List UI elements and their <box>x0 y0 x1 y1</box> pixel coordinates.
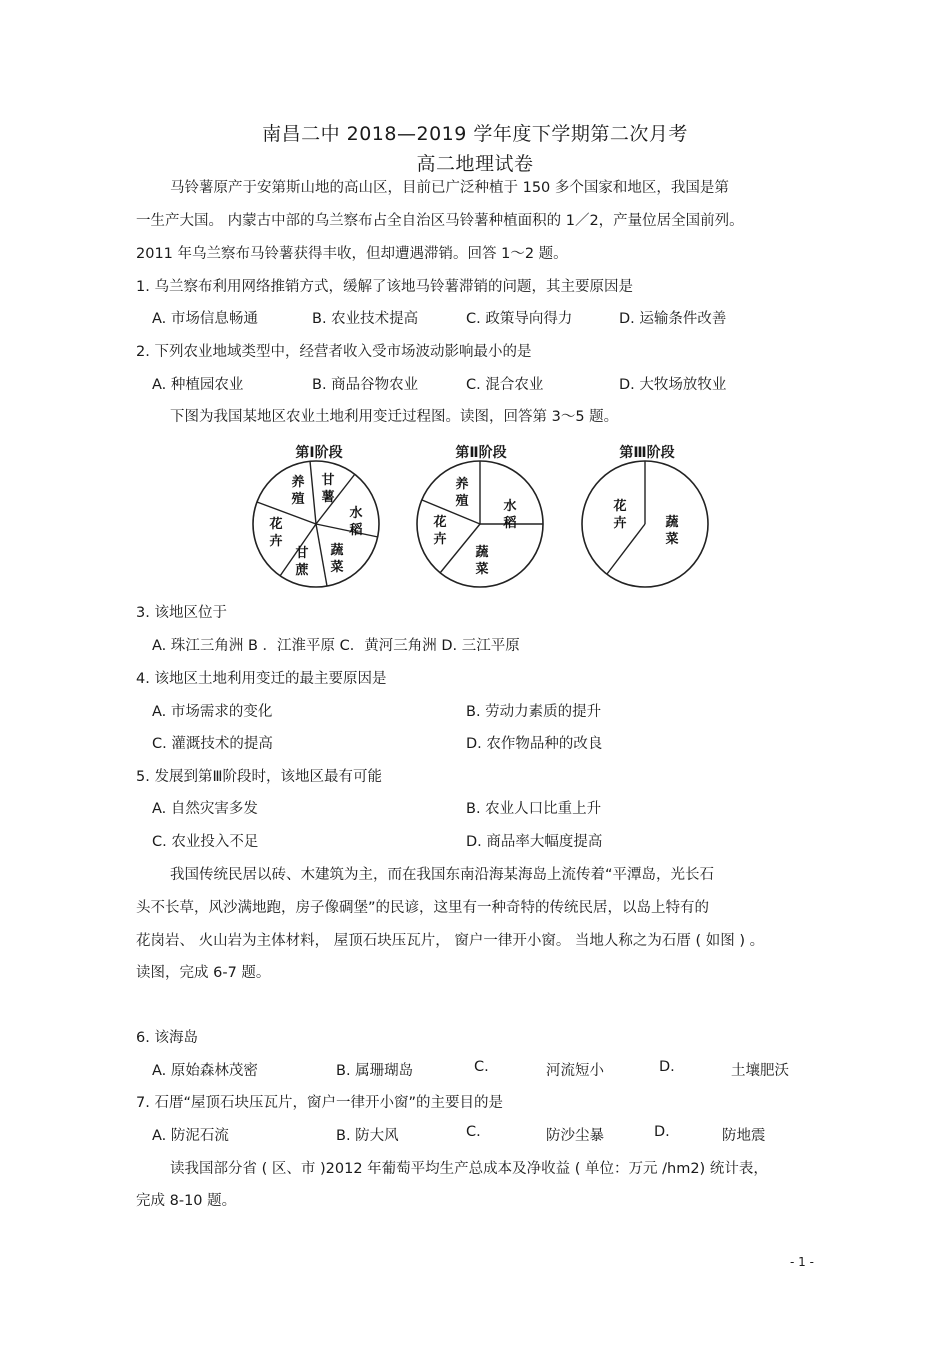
exam-title: 南昌二中 2018—2019 学年度下学期第二次月考 <box>262 123 688 145</box>
stage-1-label-shuidao-b: 稻 <box>349 523 363 538</box>
stage-3-label-huahui-b: 卉 <box>613 516 627 531</box>
q7-option-c-text: 防沙尘暴 <box>546 1128 604 1144</box>
q2-option-a: A. 种植园农业 <box>152 377 244 393</box>
stage-1-label-shuidao-a: 水 <box>349 506 363 521</box>
q7-option-d-letter: D. <box>654 1124 670 1140</box>
q1-option-a: A. 市场信息畅通 <box>152 311 258 327</box>
q1-option-d: D. 运输条件改善 <box>619 311 727 327</box>
passage3-line1: 我国传统民居以砖、木建筑为主，而在我国东南沿海某海岛上流传着“平潭岛，光长石 <box>170 867 715 883</box>
question-4-stem: 4. 该地区土地利用变迁的最主要原因是 <box>136 671 387 687</box>
stage-2-label-shuidao-b: 稻 <box>503 516 517 531</box>
stage-1-label-shucai-a: 蔬 <box>330 543 344 558</box>
q5-option-b: B. 农业人口比重上升 <box>466 801 602 817</box>
stage-3-label-shucai-a: 蔬 <box>665 515 679 530</box>
passage1-line3: 2011 年乌兰察布马铃薯获得丰收，但却遭遇滞销。回答 1～2 题。 <box>136 246 568 262</box>
stage-3-pie <box>582 461 708 587</box>
q2-option-d: D. 大牧场放牧业 <box>619 377 727 393</box>
q7-option-b: B. 防大风 <box>336 1128 399 1144</box>
stage-2-label-shucai-b: 菜 <box>475 562 489 577</box>
stage-1-label-ganzhe-b: 蔗 <box>295 563 309 578</box>
stage-1-pie <box>253 461 379 587</box>
stage-1-label-huahui-a: 花 <box>269 517 283 532</box>
stage-1-label-huahui-b: 卉 <box>269 534 283 549</box>
q2-option-c: C. 混合农业 <box>466 377 544 393</box>
question-7-stem: 7. 石厝“屋顶石块压瓦片，窗户一律开小窗”的主要目的是 <box>136 1095 503 1111</box>
q4-option-d: D. 农作物品种的改良 <box>466 736 603 752</box>
q6-option-c-letter: C. <box>474 1059 489 1075</box>
passage1-line1: 马铃薯原产于安第斯山地的高山区，目前已广泛种植于 150 多个国家和地区，我国是第 <box>170 180 729 196</box>
question-2-stem: 2. 下列农业地域类型中，经营者收入受市场波动影响最小的是 <box>136 344 532 360</box>
q4-option-b: B. 劳动力素质的提升 <box>466 704 602 720</box>
passage3-line3: 花岗岩、 火山岩为主体材料， 屋顶石块压瓦片， 窗户一律开小窗。 当地人称之为石厝 ( 如图 ) 。 <box>136 933 765 949</box>
q3-options: A. 珠江三角洲 B ．江淮平原 C．黄河三角洲 D. 三江平原 <box>152 638 520 654</box>
passage4-line1: 读我国部分省 ( 区、市 )2012 年葡萄平均生产总成本及净收益 ( 单位：万元 /hm2) 统计表， <box>170 1161 768 1177</box>
passage4-line2: 完成 8-10 题。 <box>136 1193 237 1209</box>
stage-1-label-yangzhi-b: 殖 <box>291 492 305 507</box>
passage3-line2: 头不长草，风沙满地跑，房子像碉堡”的民谚，这里有一种奇特的传统民居，以岛上特有的 <box>136 900 710 916</box>
stage-1-title: 第Ⅰ阶段 <box>295 445 343 461</box>
page-number: - 1 - <box>790 1255 814 1269</box>
stage-2-label-huahui-a: 花 <box>433 515 447 530</box>
stage-1-label-shucai-b: 菜 <box>330 560 344 575</box>
question-3-stem: 3. 该地区位于 <box>136 605 227 621</box>
q4-option-c: C. 灌溉技术的提高 <box>152 736 273 752</box>
q6-option-a: A. 原始森林茂密 <box>152 1063 258 1079</box>
q7-option-c-letter: C. <box>466 1124 481 1140</box>
q6-option-c-text: 河流短小 <box>546 1063 604 1079</box>
passage2: 下图为我国某地区农业土地利用变迁过程图。读图，回答第 3～5 题。 <box>170 409 619 425</box>
stage-1-label-ganzhe-a: 甘 <box>295 546 309 561</box>
q1-option-b: B. 农业技术提高 <box>312 311 419 327</box>
q7-option-a: A. 防泥石流 <box>152 1128 229 1144</box>
stage-1-label-yangzhi-a: 养 <box>291 475 305 490</box>
q4-option-a: A. 市场需求的变化 <box>152 704 273 720</box>
question-1-stem: 1. 乌兰察布利用网络推销方式，缓解了该地马铃薯滞销的问题，其主要原因是 <box>136 279 633 295</box>
stage-3-title: 第Ⅲ阶段 <box>619 445 675 461</box>
question-6-stem: 6. 该海岛 <box>136 1030 198 1046</box>
stage-3-label-shucai-b: 菜 <box>665 532 679 547</box>
passage3-line4: 读图，完成 6-7 题。 <box>136 965 271 981</box>
stage-2-label-huahui-b: 卉 <box>433 532 447 547</box>
q7-option-d-text: 防地震 <box>722 1128 766 1144</box>
q5-option-a: A. 自然灾害多发 <box>152 801 258 817</box>
passage1-line2: 一生产大国。 内蒙古中部的乌兰察布占全自治区马铃薯种植面积的 1／2，产量位居全国前列。 <box>136 213 744 229</box>
stage-3-label-huahui-a: 花 <box>613 499 627 514</box>
stage-2-label-shucai-a: 蔬 <box>475 545 489 560</box>
stage-1-label-ganshu-a: 甘 <box>321 473 335 488</box>
stage-2-label-yangzhi-b: 殖 <box>455 494 469 509</box>
q6-option-b: B. 属珊瑚岛 <box>336 1063 414 1079</box>
q1-option-c: C. 政策导向得力 <box>466 311 573 327</box>
stage-1-label-ganshu-b: 薯 <box>321 490 335 505</box>
question-5-stem: 5. 发展到第Ⅲ阶段时，该地区最有可能 <box>136 769 382 785</box>
land-use-pie-diagrams <box>240 460 720 590</box>
q6-option-d-letter: D. <box>659 1059 675 1075</box>
stage-2-pie <box>417 461 543 587</box>
exam-subtitle: 高二地理试卷 <box>416 153 534 175</box>
q5-option-d: D. 商品率大幅度提高 <box>466 834 603 850</box>
q5-option-c: C. 农业投入不足 <box>152 834 259 850</box>
stage-2-label-yangzhi-a: 养 <box>455 477 469 492</box>
stage-2-title: 第Ⅱ阶段 <box>455 445 507 461</box>
q6-option-d-text: 土壤肥沃 <box>731 1063 789 1079</box>
q2-option-b: B. 商品谷物农业 <box>312 377 419 393</box>
stage-2-label-shuidao-a: 水 <box>503 499 517 514</box>
